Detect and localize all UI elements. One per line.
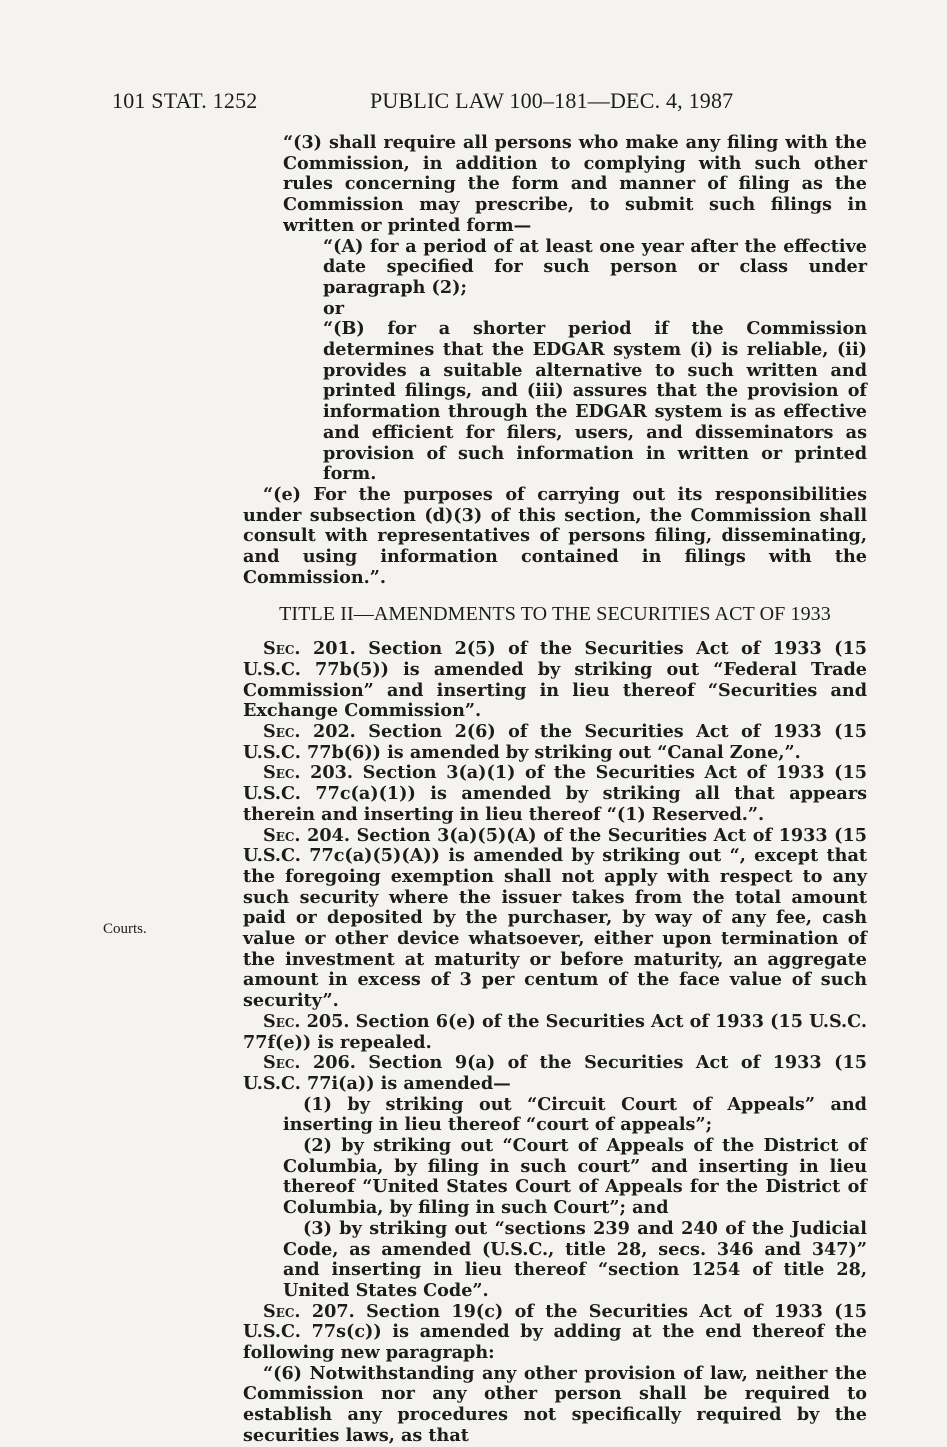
section-205 bbox=[243, 1012, 867, 1053]
section-204-text: Section 3(a)(5)(A) of the Securities Act of 1933 (15 U.S.C. 77c(a)(5)(A)) is amended by striking out “, except that the foregoing exemption shall not apply with respect to any such security where the issuer takes from the total amount paid or deposited by the purchaser, by way of any fee, cash value or other device whatsoever, either upon termination of the investment at maturity or before maturity, an aggregate amount in excess of 3 per centum of the face value of such security”. bbox=[243, 824, 867, 1012]
section-201-label: Sec. 201. bbox=[263, 638, 356, 660]
section-202-text: Section 2(6) of the Securities Act of 1933 (15 U.S.C. 77b(6)) is amended by striking out “Canal Zone,”. bbox=[243, 720, 867, 763]
section-206-text: Section 9(a) of the Securities Act of 1933 (15 U.S.C. 77i(a)) is amended— bbox=[243, 1052, 867, 1094]
section-206 bbox=[243, 1053, 867, 1094]
page-reference: 101 STAT. 1252 bbox=[112, 88, 258, 113]
section-207-text: Section 19(c) of the Securities Act of 1933 (15 U.S.C. 77s(c)) is amended by adding at the end thereof the following new paragraph: bbox=[243, 1300, 868, 1364]
conjunction-or: or bbox=[323, 297, 345, 319]
section-203-text: Section 3(a)(1) of the Securities Act of 1933 (15 U.S.C. 77c(a)(1)) is amended by striking all that appears therein and inserting in lieu thereof “(1) Reserved.”. bbox=[243, 762, 867, 825]
title-heading: TITLE II—AMENDMENTS TO THE SECURITIES ACT OF 1933 bbox=[279, 603, 831, 626]
section-203-label: Sec. 203. bbox=[263, 762, 354, 784]
subparagraph-b: “(B) for a shorter period if the Commission determines that the EDGAR system (i) is reliable, (ii) provides a suitable alternative to such written and printed filings, and (iii) assures that the provision of information through the EDGAR system is as effective and efficient for filers, users, and disseminators as provision of such information in written or printed form. bbox=[323, 318, 867, 485]
running-header: PUBLIC LAW 100–181—DEC. 4, 1987 bbox=[370, 88, 734, 113]
section-205-label: Sec. 205. bbox=[263, 1010, 350, 1032]
amendment-item-2: (2) by striking out “Court of Appeals of the District of Columbia, by filing in such court” and inserting in lieu thereof “United States Court of Appeals for the District of Columbia, by filing in such Court”; and bbox=[283, 1135, 867, 1219]
section-207 bbox=[243, 1302, 867, 1364]
section-202-label: Sec. 202. bbox=[263, 720, 356, 742]
paragraph-6: “(6) Notwithstanding any other provision of law, neither the Commission nor any other person shall be required to establish any procedures not specifically required by the securities laws, as that bbox=[243, 1362, 867, 1446]
section-202 bbox=[243, 722, 867, 763]
paragraph-3: “(3) shall require all persons who make any filing with the Commission, in addition to complying with such other rules concerning the form and manner of filing as the Commission may prescribe, to submit such filings in written or printed form— bbox=[283, 132, 867, 236]
section-201 bbox=[243, 639, 867, 722]
amendment-item-1: (1) by striking out “Circuit Court of Appeals” and inserting in lieu thereof “court of appeals”; bbox=[283, 1093, 867, 1136]
section-203 bbox=[243, 763, 867, 825]
section-201-text: Section 2(5) of the Securities Act of 1933 (15 U.S.C. 77b(5)) is amended by striking out “Federal Trade Commission” and inserting in lieu thereof “Securities and Exchange Commission”. bbox=[243, 638, 867, 722]
amendment-item-3: (3) by striking out “sections 239 and 240 of the Judicial Code, as amended (U.S.C., title 28, secs. 346 and 347)” and inserting in lieu thereof “section 1254 of title 28, United States Code”. bbox=[283, 1217, 867, 1301]
document-body bbox=[243, 133, 867, 1447]
section-207-label: Sec. 207. bbox=[263, 1300, 355, 1322]
section-205-text: Section 6(e) of the Securities Act of 1933 (15 U.S.C. 77f(e)) is repealed. bbox=[243, 1010, 867, 1053]
subparagraph-a: “(A) for a period of at least one year after the effective date specified for such person or class under paragraph (2); bbox=[323, 235, 867, 298]
section-204 bbox=[243, 826, 867, 1012]
subsection-e: “(e) For the purposes of carrying out its responsibilities under subsection (d)(3) of this section, the Commission shall consult with representatives of persons filing, disseminating, and using information contained in filings with the Commission.”. bbox=[243, 483, 867, 588]
section-204-label: Sec. 204. bbox=[263, 824, 350, 846]
margin-note: Courts. bbox=[103, 921, 147, 937]
section-206-label: Sec. 206. bbox=[263, 1052, 356, 1074]
